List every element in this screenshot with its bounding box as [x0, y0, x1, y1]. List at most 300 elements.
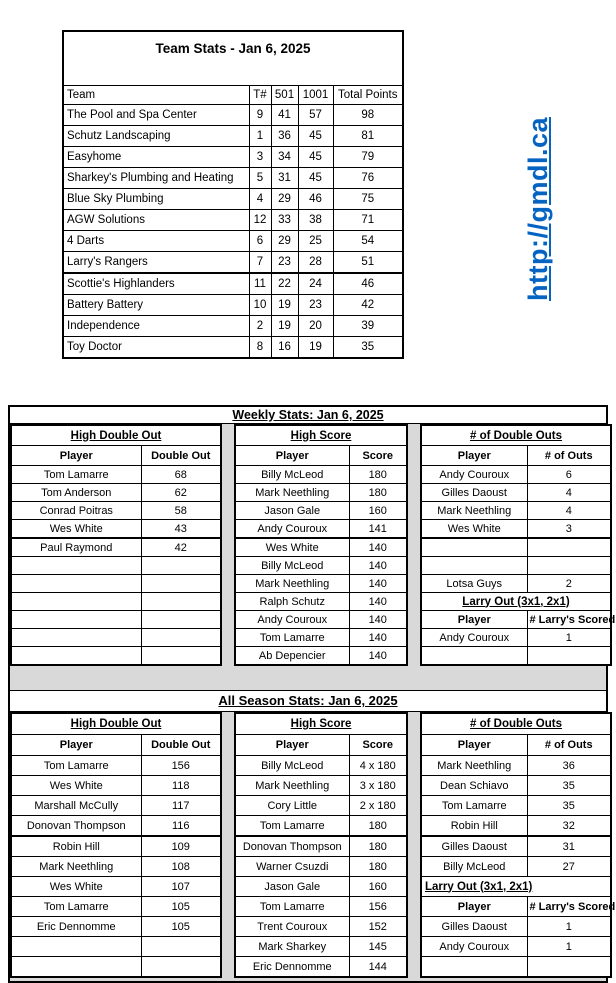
team-1001-cell: 25: [298, 231, 333, 252]
table-row: [235, 647, 407, 666]
player-cell: [11, 629, 141, 647]
team-501-cell: 19: [271, 295, 298, 316]
section-divider: [10, 666, 606, 690]
season-hdo-player-header: Player: [11, 735, 141, 756]
team-1001-cell: 57: [298, 105, 333, 126]
table-row: [235, 776, 407, 796]
value-cell: 140: [349, 557, 407, 575]
value-cell: 27: [527, 857, 611, 877]
season-stats-section: [10, 690, 616, 978]
value-cell: 3 x 180: [349, 776, 407, 796]
value-cell: 180: [349, 816, 407, 837]
value-cell: 36: [527, 756, 611, 776]
season-do-value-header: # of Outs: [527, 735, 611, 756]
value-cell: 156: [141, 756, 221, 776]
team-stats-header-row: [63, 86, 403, 105]
player-cell: Trent Couroux: [235, 917, 349, 937]
team-501-cell: 31: [271, 168, 298, 189]
team-1001-cell: 28: [298, 252, 333, 274]
player-cell: Billy McLeod: [235, 466, 349, 484]
table-row: [421, 647, 611, 666]
team-number-cell: 11: [249, 273, 271, 295]
value-cell: 145: [349, 937, 407, 957]
team-1001-cell: 20: [298, 316, 333, 337]
value-cell: 4: [527, 484, 611, 502]
table-row: [11, 484, 221, 502]
weekly-do-title: # of Double Outs: [421, 425, 611, 446]
player-cell: Eric Dennomme: [11, 917, 141, 937]
season-hs-title: High Score: [235, 713, 407, 735]
team-total-cell: 42: [333, 295, 403, 316]
player-cell: Wes White: [11, 776, 141, 796]
season-larry-title: Larry Out (3x1, 2x1): [421, 877, 611, 897]
table-row: [235, 466, 407, 484]
table-row: [11, 937, 221, 957]
team-501-cell: 36: [271, 126, 298, 147]
weekly-larry-title: Larry Out (3x1, 2x1): [421, 593, 611, 611]
value-cell: 140: [349, 647, 407, 666]
team-1001-cell: 19: [298, 337, 333, 359]
player-cell: Wes White: [421, 520, 527, 539]
team-number-cell: 4: [249, 189, 271, 210]
team-501-cell: 29: [271, 189, 298, 210]
player-cell: Gilles Daoust: [421, 484, 527, 502]
player-cell: Mark Sharkey: [235, 937, 349, 957]
table-row: [421, 957, 611, 978]
team-total-cell: 51: [333, 252, 403, 274]
weekly-columns: [10, 424, 616, 666]
col-header-501: 501: [271, 86, 298, 105]
team-total-cell: 54: [333, 231, 403, 252]
player-cell: Cory Little: [235, 796, 349, 816]
player-cell: [11, 593, 141, 611]
weekly-hs-value-header: Score: [349, 446, 407, 466]
player-cell: Jason Gale: [235, 877, 349, 897]
weekly-stats-title: Weekly Stats: Jan 6, 2025: [10, 407, 606, 424]
table-row: [235, 520, 407, 539]
value-cell: [141, 557, 221, 575]
player-cell: Andy Couroux: [421, 629, 527, 647]
season-double-outs-table: [420, 712, 616, 978]
player-cell: Donovan Thompson: [235, 836, 349, 857]
team-total-cell: 98: [333, 105, 403, 126]
season-stats-title: All Season Stats: Jan 6, 2025: [10, 690, 606, 712]
table-row: [11, 593, 221, 611]
team-total-cell: 81: [333, 126, 403, 147]
player-cell: Andy Couroux: [235, 520, 349, 539]
weekly-high-double-out-table: [10, 424, 222, 666]
value-cell: 43: [141, 520, 221, 539]
team-table-row: [63, 168, 403, 189]
stats-container: [8, 405, 616, 983]
table-row: [11, 836, 221, 857]
value-cell: 6: [527, 466, 611, 484]
table-row: [421, 484, 611, 502]
team-total-cell: 75: [333, 189, 403, 210]
value-cell: 140: [349, 575, 407, 593]
table-row: [235, 836, 407, 857]
player-cell: Billy McLeod: [235, 557, 349, 575]
team-number-cell: 6: [249, 231, 271, 252]
season-larry-value-header: # Larry's Scored: [527, 897, 611, 917]
weekly-high-score-table: [234, 424, 408, 666]
value-cell: 35: [527, 776, 611, 796]
table-row: [11, 816, 221, 837]
table-row: [235, 796, 407, 816]
team-1001-cell: 45: [298, 168, 333, 189]
value-cell: 35: [527, 796, 611, 816]
team-501-cell: 29: [271, 231, 298, 252]
value-cell: [527, 557, 611, 575]
value-cell: 140: [349, 629, 407, 647]
table-row: [11, 857, 221, 877]
player-cell: Tom Lamarre: [421, 796, 527, 816]
team-name-cell: Schutz Landscaping: [63, 126, 249, 147]
season-do-title: # of Double Outs: [421, 713, 611, 735]
value-cell: 68: [141, 466, 221, 484]
value-cell: 107: [141, 877, 221, 897]
table-row: [11, 538, 221, 557]
value-cell: 4 x 180: [349, 756, 407, 776]
team-501-cell: 16: [271, 337, 298, 359]
player-cell: Donovan Thompson: [11, 816, 141, 837]
player-cell: Mark Neethling: [235, 575, 349, 593]
value-cell: 116: [141, 816, 221, 837]
team-501-cell: 33: [271, 210, 298, 231]
player-cell: Tom Lamarre: [235, 897, 349, 917]
table-row: [235, 484, 407, 502]
season-high-double-out-table: [10, 712, 222, 978]
table-row: [421, 538, 611, 557]
team-stats-table: [62, 30, 404, 359]
value-cell: [141, 629, 221, 647]
table-row: [421, 836, 611, 857]
table-row: [235, 957, 407, 978]
player-cell: Mark Neethling: [235, 484, 349, 502]
value-cell: 140: [349, 538, 407, 557]
team-total-cell: 35: [333, 337, 403, 359]
player-cell: Ab Depencier: [235, 647, 349, 666]
table-row: [11, 502, 221, 520]
table-row: [421, 629, 611, 647]
weekly-do-value-header: # of Outs: [527, 446, 611, 466]
table-row: [11, 877, 221, 897]
value-cell: 1: [527, 629, 611, 647]
table-row: [421, 520, 611, 539]
season-hs-value-header: Score: [349, 735, 407, 756]
table-row: [11, 611, 221, 629]
value-cell: 180: [349, 466, 407, 484]
team-total-cell: 76: [333, 168, 403, 189]
value-cell: 105: [141, 917, 221, 937]
team-name-cell: Battery Battery: [63, 295, 249, 316]
player-cell: Andy Couroux: [421, 937, 527, 957]
value-cell: 141: [349, 520, 407, 539]
team-501-cell: 34: [271, 147, 298, 168]
value-cell: 31: [527, 836, 611, 857]
team-stats-title: Team Stats - Jan 6, 2025: [63, 31, 403, 86]
player-cell: Andy Couroux: [421, 466, 527, 484]
player-cell: Tom Lamarre: [11, 756, 141, 776]
team-number-cell: 9: [249, 105, 271, 126]
player-cell: Warner Csuzdi: [235, 857, 349, 877]
player-cell: Tom Lamarre: [235, 816, 349, 837]
value-cell: 32: [527, 816, 611, 837]
player-cell: Billy McLeod: [235, 756, 349, 776]
value-cell: 140: [349, 593, 407, 611]
player-cell: Tom Lamarre: [11, 897, 141, 917]
value-cell: 108: [141, 857, 221, 877]
value-cell: 144: [349, 957, 407, 978]
table-row: [235, 897, 407, 917]
table-row: [11, 629, 221, 647]
table-row: [11, 957, 221, 978]
player-cell: Gilles Daoust: [421, 917, 527, 937]
team-table-row: [63, 273, 403, 295]
team-table-row: [63, 316, 403, 337]
player-cell: [421, 957, 527, 978]
value-cell: 152: [349, 917, 407, 937]
table-row: [421, 756, 611, 776]
team-name-cell: AGW Solutions: [63, 210, 249, 231]
weekly-do-player-header: Player: [421, 446, 527, 466]
player-cell: Mark Neethling: [421, 502, 527, 520]
value-cell: 3: [527, 520, 611, 539]
table-row: [421, 816, 611, 837]
value-cell: 160: [349, 877, 407, 897]
table-row: [235, 937, 407, 957]
player-cell: Paul Raymond: [11, 538, 141, 557]
table-row: [11, 917, 221, 937]
player-cell: Gilles Daoust: [421, 836, 527, 857]
team-number-cell: 3: [249, 147, 271, 168]
weekly-hdo-player-header: Player: [11, 446, 141, 466]
value-cell: 160: [349, 502, 407, 520]
player-cell: Wes White: [235, 538, 349, 557]
player-cell: Robin Hill: [11, 836, 141, 857]
team-1001-cell: 24: [298, 273, 333, 295]
player-cell: [11, 575, 141, 593]
weekly-stats-section: [10, 407, 616, 666]
team-table-row: [63, 337, 403, 359]
table-row: [421, 937, 611, 957]
col-header-1001: 1001: [298, 86, 333, 105]
value-cell: [141, 593, 221, 611]
player-cell: Wes White: [11, 877, 141, 897]
player-cell: Andy Couroux: [235, 611, 349, 629]
table-row: [421, 857, 611, 877]
weekly-hs-player-header: Player: [235, 446, 349, 466]
value-cell: [527, 538, 611, 557]
player-cell: [421, 557, 527, 575]
player-cell: Tom Anderson: [11, 484, 141, 502]
team-table-row: [63, 252, 403, 274]
team-name-cell: Easyhome: [63, 147, 249, 168]
table-row: [11, 647, 221, 666]
team-name-cell: The Pool and Spa Center: [63, 105, 249, 126]
table-row: [421, 776, 611, 796]
season-columns: [10, 712, 616, 978]
weekly-hdo-value-header: Double Out: [141, 446, 221, 466]
col-header-total-points: Total Points: [333, 86, 403, 105]
season-high-score-table: [234, 712, 408, 978]
value-cell: [527, 957, 611, 978]
value-cell: 1: [527, 917, 611, 937]
table-row: [235, 611, 407, 629]
table-row: [11, 897, 221, 917]
team-total-cell: 46: [333, 273, 403, 295]
value-cell: 118: [141, 776, 221, 796]
team-table-row: [63, 105, 403, 126]
table-row: [11, 557, 221, 575]
season-do-player-header: Player: [421, 735, 527, 756]
table-row: [235, 917, 407, 937]
player-cell: [11, 937, 141, 957]
team-number-cell: 1: [249, 126, 271, 147]
team-table-row: [63, 210, 403, 231]
player-cell: Mark Neethling: [11, 857, 141, 877]
value-cell: 117: [141, 796, 221, 816]
season-hs-player-header: Player: [235, 735, 349, 756]
player-cell: [11, 557, 141, 575]
player-cell: Billy McLeod: [421, 857, 527, 877]
table-row: [235, 629, 407, 647]
value-cell: 156: [349, 897, 407, 917]
value-cell: 2: [527, 575, 611, 593]
value-cell: [141, 647, 221, 666]
team-501-cell: 22: [271, 273, 298, 295]
team-number-cell: 5: [249, 168, 271, 189]
value-cell: 42: [141, 538, 221, 557]
weekly-larry-player-header: Player: [421, 611, 527, 629]
team-number-cell: 12: [249, 210, 271, 231]
table-row: [11, 756, 221, 776]
value-cell: 105: [141, 897, 221, 917]
team-501-cell: 41: [271, 105, 298, 126]
player-cell: Marshall McCully: [11, 796, 141, 816]
player-cell: Wes White: [11, 520, 141, 539]
table-row: [421, 917, 611, 937]
table-row: [235, 857, 407, 877]
value-cell: [141, 611, 221, 629]
value-cell: [141, 575, 221, 593]
value-cell: [527, 647, 611, 666]
player-cell: Mark Neethling: [421, 756, 527, 776]
table-row: [11, 796, 221, 816]
table-row: [11, 575, 221, 593]
weekly-double-outs-table: [420, 424, 616, 666]
team-total-cell: 79: [333, 147, 403, 168]
team-501-cell: 19: [271, 316, 298, 337]
team-number-cell: 2: [249, 316, 271, 337]
weekly-larry-value-header: # Larry's Scored: [527, 611, 611, 629]
team-501-cell: 23: [271, 252, 298, 274]
table-row: [421, 557, 611, 575]
col-header-team: Team: [63, 86, 249, 105]
value-cell: 180: [349, 857, 407, 877]
team-name-cell: Sharkey's Plumbing and Heating: [63, 168, 249, 189]
player-cell: [11, 647, 141, 666]
season-larry-player-header: Player: [421, 897, 527, 917]
season-hdo-title: High Double Out: [11, 713, 221, 735]
value-cell: 180: [349, 836, 407, 857]
table-row: [235, 593, 407, 611]
team-table-row: [63, 126, 403, 147]
team-table-row: [63, 295, 403, 316]
player-cell: [421, 647, 527, 666]
value-cell: [141, 957, 221, 978]
table-row: [421, 575, 611, 593]
table-row: [421, 502, 611, 520]
table-row: [235, 877, 407, 897]
value-cell: 109: [141, 836, 221, 857]
team-total-cell: 71: [333, 210, 403, 231]
player-cell: Ralph Schutz: [235, 593, 349, 611]
player-cell: Robin Hill: [421, 816, 527, 837]
value-cell: 58: [141, 502, 221, 520]
player-cell: [421, 538, 527, 557]
table-row: [11, 520, 221, 539]
team-1001-cell: 38: [298, 210, 333, 231]
table-row: [235, 816, 407, 837]
table-row: [235, 538, 407, 557]
table-row: [11, 466, 221, 484]
weekly-hs-title: High Score: [235, 425, 407, 446]
table-row: [235, 557, 407, 575]
value-cell: 62: [141, 484, 221, 502]
team-table-row: [63, 189, 403, 210]
team-number-cell: 7: [249, 252, 271, 274]
team-name-cell: Toy Doctor: [63, 337, 249, 359]
table-row: [421, 466, 611, 484]
team-table-row: [63, 147, 403, 168]
table-row: [235, 502, 407, 520]
team-1001-cell: 45: [298, 126, 333, 147]
table-row: [421, 796, 611, 816]
team-stats-title-row: [63, 31, 403, 86]
table-row: [235, 756, 407, 776]
team-number-cell: 8: [249, 337, 271, 359]
team-number-cell: 10: [249, 295, 271, 316]
team-name-cell: Blue Sky Plumbing: [63, 189, 249, 210]
value-cell: [141, 937, 221, 957]
value-cell: 4: [527, 502, 611, 520]
season-hdo-value-header: Double Out: [141, 735, 221, 756]
weekly-hdo-title: High Double Out: [11, 425, 221, 446]
team-name-cell: Independence: [63, 316, 249, 337]
player-cell: Eric Dennomme: [235, 957, 349, 978]
team-1001-cell: 45: [298, 147, 333, 168]
player-cell: [11, 611, 141, 629]
player-cell: Tom Lamarre: [11, 466, 141, 484]
player-cell: Conrad Poitras: [11, 502, 141, 520]
team-name-cell: Scottie's Highlanders: [63, 273, 249, 295]
player-cell: [11, 957, 141, 978]
table-row: [11, 776, 221, 796]
player-cell: Jason Gale: [235, 502, 349, 520]
value-cell: 180: [349, 484, 407, 502]
value-cell: 2 x 180: [349, 796, 407, 816]
player-cell: Tom Lamarre: [235, 629, 349, 647]
team-1001-cell: 46: [298, 189, 333, 210]
value-cell: 140: [349, 611, 407, 629]
team-name-cell: 4 Darts: [63, 231, 249, 252]
gmdl-link[interactable]: http://gmdl.ca: [523, 117, 553, 301]
team-table-row: [63, 231, 403, 252]
team-total-cell: 39: [333, 316, 403, 337]
team-name-cell: Larry's Rangers: [63, 252, 249, 274]
col-header-tnum: T#: [249, 86, 271, 105]
